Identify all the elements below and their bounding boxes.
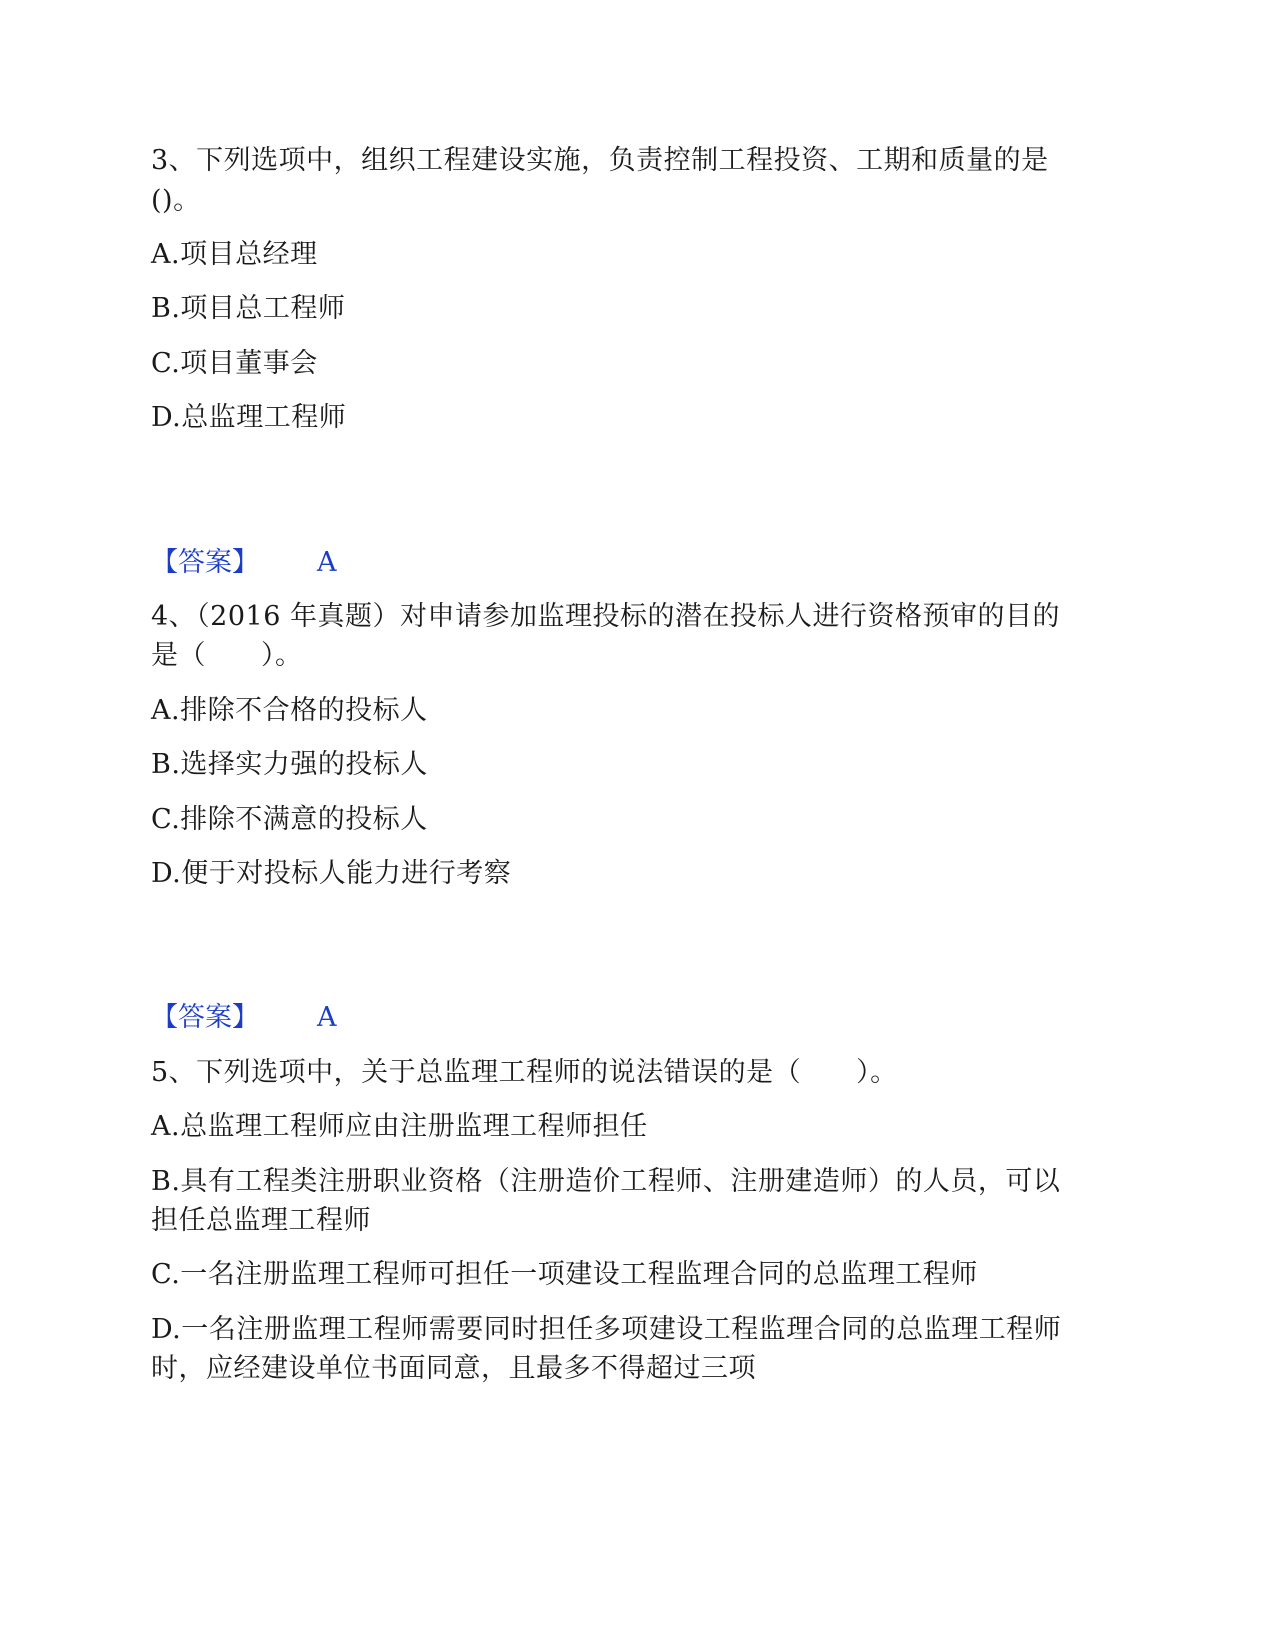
question-4-stem-line2: 是（ ）。 [151, 640, 303, 671]
question-5-stem: 5、下列选项中，关于总监理工程师的说法错误的是（ ）。 [151, 1057, 898, 1088]
question-5-option-c: C.一名注册监理工程师可担任一项建设工程监理合同的总监理工程师 [151, 1259, 978, 1290]
answer-value: A [317, 547, 337, 578]
question-5-option-d-line2: 时，应经建设单位书面同意，且最多不得超过三项 [151, 1353, 756, 1384]
question-3-stem-line2: ()。 [151, 185, 201, 216]
answer-value: A [317, 1002, 337, 1033]
question-5-option-b-line2: 担任总监理工程师 [151, 1205, 371, 1236]
question-4-stem-line1: 4、（2016 年真题）对申请参加监理投标的潜在投标人进行资格预审的目的 [151, 601, 1060, 632]
question-3-option-d: D.总监理工程师 [151, 402, 347, 433]
question-4-option-a: A.排除不合格的投标人 [151, 695, 428, 726]
question-4-option-b: B.选择实力强的投标人 [151, 749, 428, 780]
question-5-option-d-line1: D.一名注册监理工程师需要同时担任多项建设工程监理合同的总监理工程师 [151, 1314, 1062, 1345]
question-5-option-a: A.总监理工程师应由注册监理工程师担任 [151, 1111, 648, 1142]
question-4-option-d: D.便于对投标人能力进行考察 [151, 858, 512, 889]
question-4-answer [151, 998, 337, 1038]
question-3-answer [151, 543, 337, 583]
question-3-option-a: A.项目总经理 [151, 239, 318, 270]
answer-tag: 【答案】 [151, 547, 259, 578]
question-3-option-c: C.项目董事会 [151, 348, 318, 379]
question-4-option-c: C.排除不满意的投标人 [151, 804, 428, 835]
question-5-option-b-line1: B.具有工程类注册职业资格（注册造价工程师、注册建造师）的人员，可以 [151, 1166, 1061, 1197]
question-3-stem-line1: 3、下列选项中，组织工程建设实施，负责控制工程投资、工期和质量的是 [151, 145, 1049, 176]
answer-tag: 【答案】 [151, 1002, 259, 1033]
question-3-option-b: B.项目总工程师 [151, 293, 346, 324]
